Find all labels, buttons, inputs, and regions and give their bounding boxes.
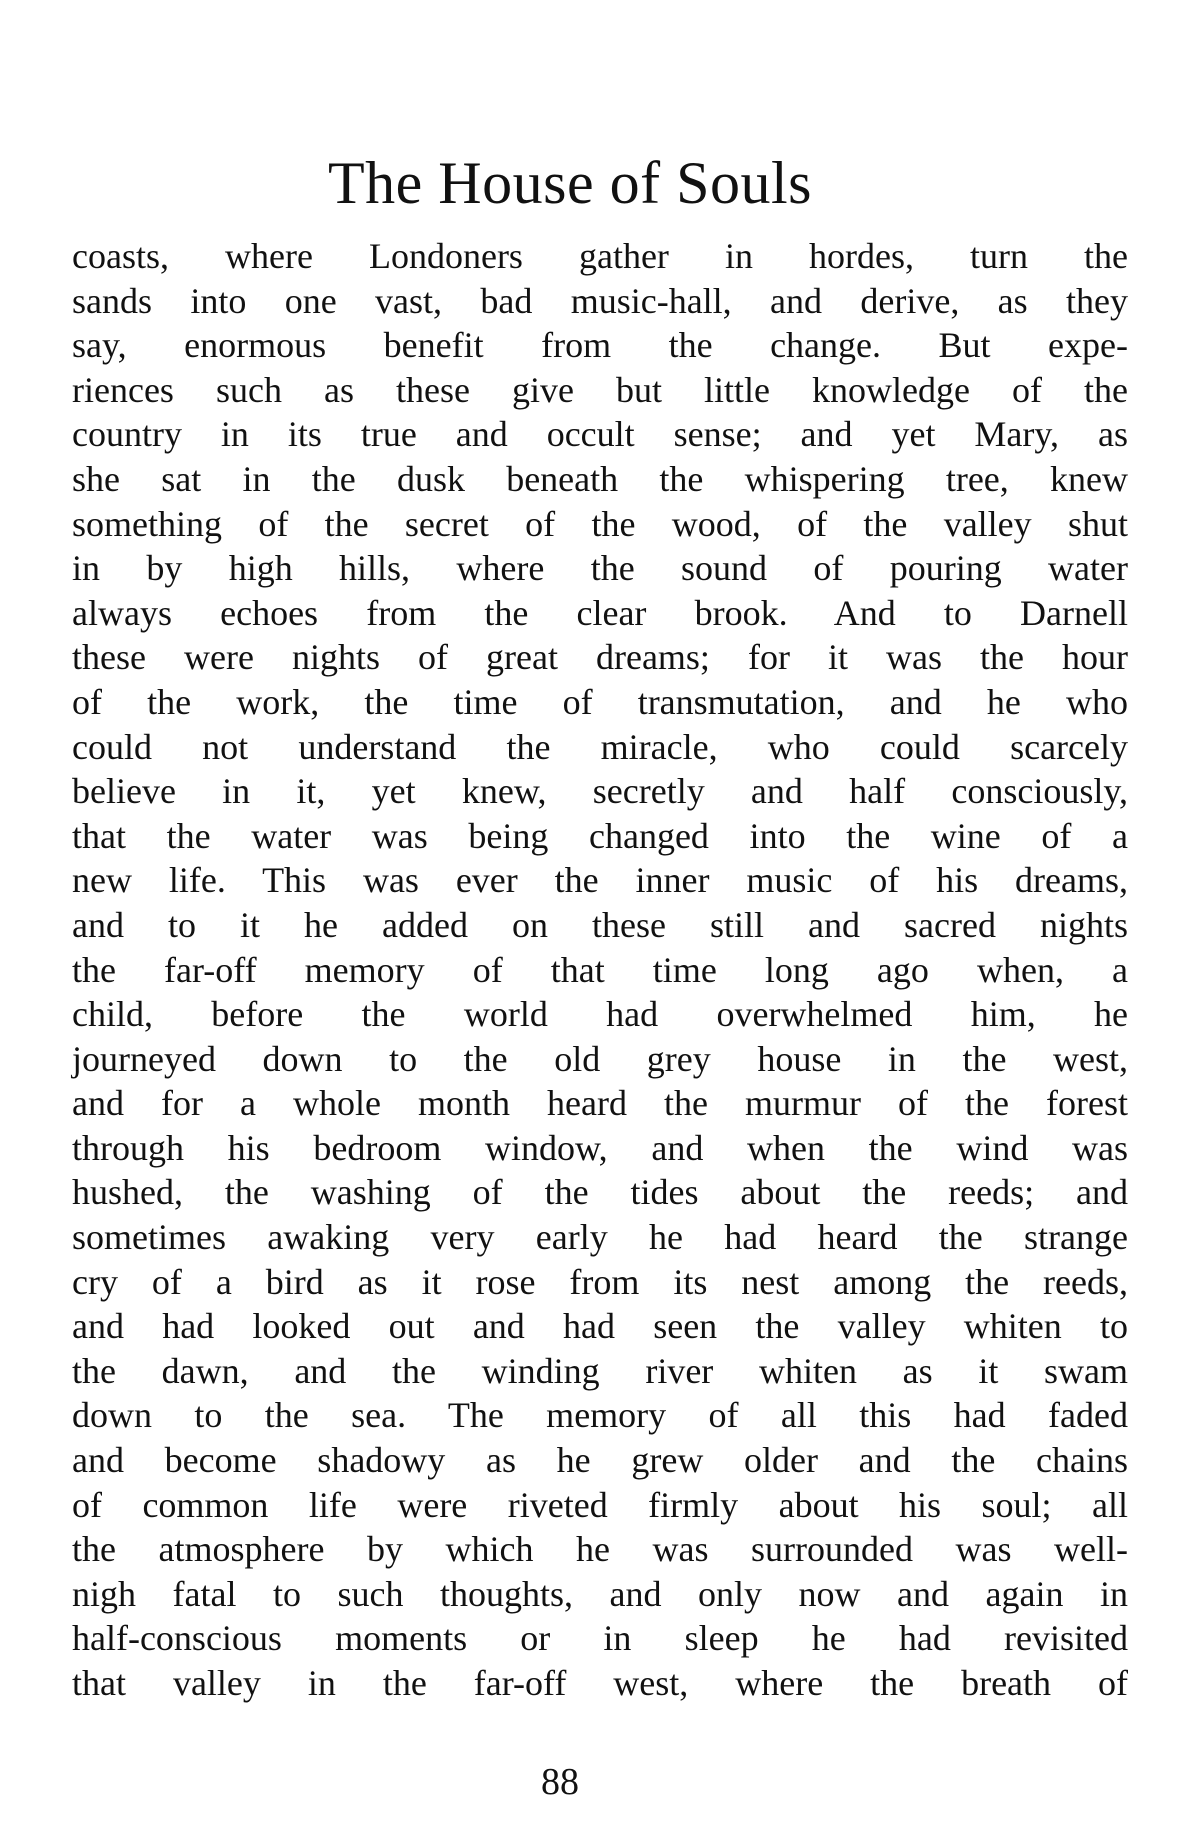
text-line: nigh fatal to such thoughts, and only now and again in <box>72 1573 1128 1614</box>
text-line: the far-off memory of that time long ago when, a <box>72 949 1128 990</box>
running-head: The House of Souls <box>328 150 812 216</box>
text-line: through his bedroom window, and when the wind was <box>72 1127 1128 1168</box>
text-line: of the work, the time of transmutation, and he who <box>72 681 1128 722</box>
text-line: that valley in the far-off west, where the breath of <box>72 1663 1128 1703</box>
text-line: that the water was being changed into the wine of a <box>72 815 1128 856</box>
text-line: cry of a bird as it rose from its nest among the reeds, <box>72 1261 1128 1302</box>
text-line: and for a whole month heard the murmur of the forest <box>72 1083 1128 1124</box>
text-line: always echoes from the clear brook. And to Darnell <box>72 592 1128 633</box>
text-line: of common life were riveted firmly about his soul; all <box>72 1484 1128 1525</box>
text-line: hushed, the washing of the tides about the reeds; and <box>72 1172 1128 1213</box>
text-line: half-conscious moments or in sleep he had revisited <box>72 1618 1128 1659</box>
text-line: riences such as these give but little knowledge of the <box>72 369 1128 410</box>
text-line: these were nights of great dreams; for it was the hour <box>72 637 1128 678</box>
text-line: say, enormous benefit from the change. But expe- <box>72 325 1128 366</box>
text-line: and had looked out and had seen the valley whiten to <box>72 1306 1128 1347</box>
text-line: coasts, where Londoners gather in hordes, turn the <box>72 236 1128 276</box>
text-line: child, before the world had overwhelmed him, he <box>72 994 1128 1035</box>
text-line: something of the secret of the wood, of the valley shut <box>72 503 1128 544</box>
text-line: the atmosphere by which he was surrounded was well- <box>72 1529 1128 1570</box>
text-line: sometimes awaking very early he had heard the strange <box>72 1217 1128 1258</box>
text-line: she sat in the dusk beneath the whispering tree, knew <box>72 458 1128 499</box>
text-line: country in its true and occult sense; and yet Mary, as <box>72 414 1128 455</box>
text-line: journeyed down to the old grey house in the west, <box>72 1038 1128 1079</box>
body-text <box>72 234 1128 1706</box>
text-line: believe in it, yet knew, secretly and half consciously, <box>72 771 1128 812</box>
text-line: and become shadowy as he grew older and the chains <box>72 1440 1128 1481</box>
text-line: and to it he added on these still and sacred nights <box>72 904 1128 945</box>
text-line: the dawn, and the winding river whiten as it swam <box>72 1350 1128 1391</box>
text-line: down to the sea. The memory of all this had faded <box>72 1395 1128 1436</box>
text-line: new life. This was ever the inner music of his dreams, <box>72 860 1128 901</box>
text-line: could not understand the miracle, who could scarcely <box>72 726 1128 767</box>
text-line: in by high hills, where the sound of pouring water <box>72 548 1128 589</box>
page-number: 88 <box>541 1761 579 1803</box>
text-line: sands into one vast, bad music-hall, and derive, as they <box>72 280 1128 321</box>
